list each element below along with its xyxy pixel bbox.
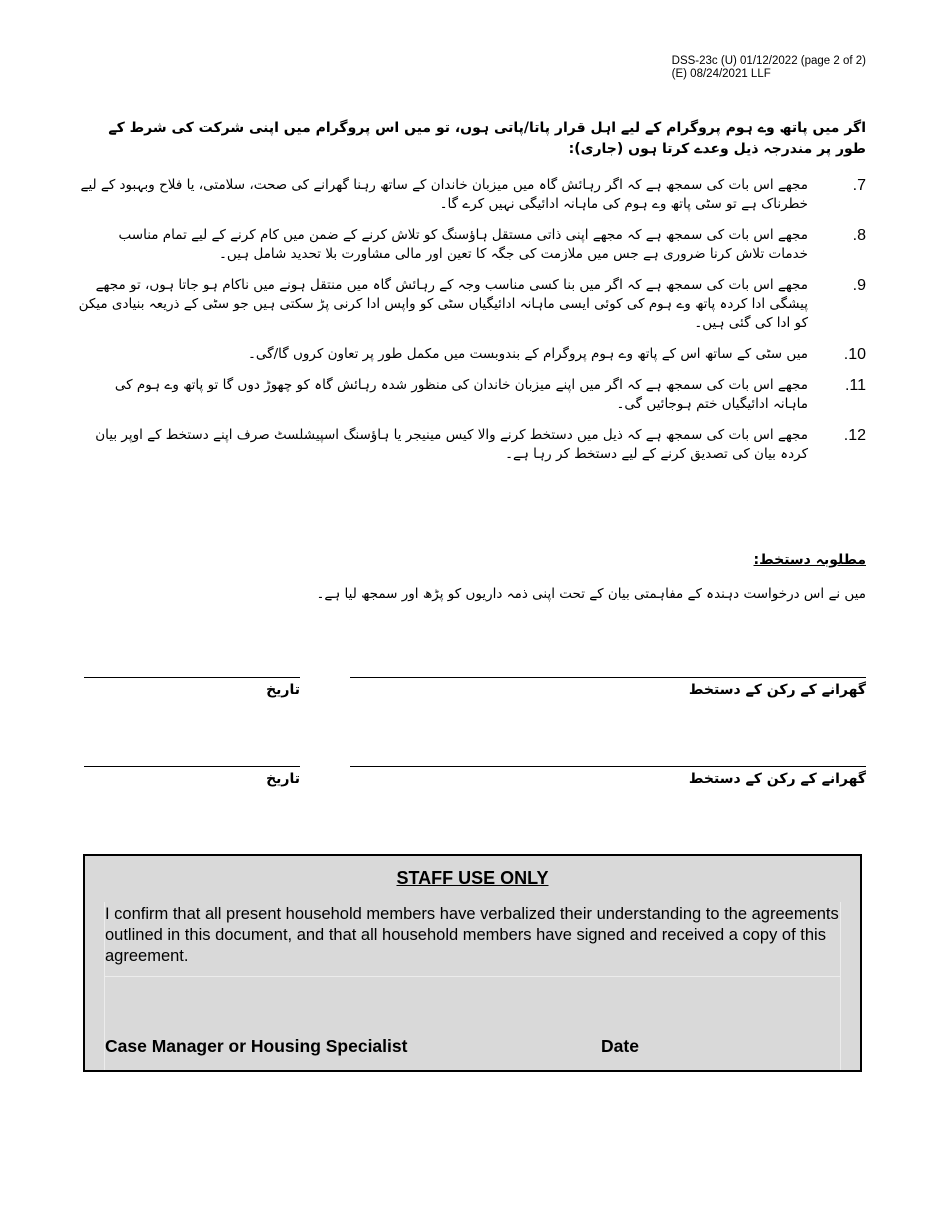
item-number: .7 xyxy=(852,177,866,194)
list-item xyxy=(76,176,866,214)
item-number: .10 xyxy=(843,346,866,363)
member-signature-line-1[interactable] xyxy=(350,677,866,678)
list-item xyxy=(76,376,866,414)
commitment-list xyxy=(76,176,866,476)
item-number: .8 xyxy=(852,227,866,244)
staff-confirmation-text: I confirm that all present household members have verbalized their understanding to the agreements outlined in this document, and that all household members have signed and received a copy of this agreement. xyxy=(105,905,839,965)
item-number: .11 xyxy=(844,377,866,394)
list-item xyxy=(76,226,866,264)
date-label-2: تاریخ xyxy=(266,771,300,787)
staff-date-label: Date xyxy=(601,1036,639,1056)
intro-paragraph: اگر میں پاتھ وے ہوم پروگرام کے لیے اہل قرار پاتا/پاتی ہوں، تو میں اس پروگرام میں اپنی شرکت کی شرط کے طور پر مندرجہ ذیل وعدے کرتا ہوں (جاری): xyxy=(108,120,866,157)
item-text: مجھے اس بات کی سمجھ ہے کہ اگر میں اپنے میزبان خاندان کی منظور شدہ رہائش گاہ کو چھوڑ دوں گا تو پاتھ وے ہوم کی ماہانہ ادائیگیاں ختم ہوجائیں گی۔ xyxy=(114,377,808,412)
list-item xyxy=(76,426,866,464)
item-number: .9 xyxy=(852,277,866,294)
date-line-1[interactable] xyxy=(84,677,300,678)
case-manager-label: Case Manager or Housing Specialist xyxy=(105,1036,408,1056)
item-text: مجھے اس بات کی سمجھ ہے کہ اگر میں بنا کسی مناسب وجہ کے رہائش گاہ میں منتقل ہونے میں ناکام ہو جاتا ہوں، تو مجھے پیشگی ادا کردہ پاتھ وے ہوم کی کوئی ایسی ماہانہ ادائیگیاں سٹی کو واپس ادا کرنی پڑ سکتی ہیں جو سٹی کے ذریعہ بنیادی میکن کو ادا کی گئی ہیں۔ xyxy=(78,277,808,331)
staff-use-box xyxy=(83,854,862,1072)
item-number: .12 xyxy=(843,427,866,444)
form-code xyxy=(672,55,866,81)
list-item xyxy=(76,276,866,333)
member-signature-label-1: گھرانے کے رکن کے دستخط xyxy=(688,682,866,698)
list-item xyxy=(76,345,866,364)
form-code-line-1: DSS-23c (U) 01/12/2022 (page 2 of 2) xyxy=(671,55,866,67)
item-text: میں سٹی کے ساتھ اس کے پاتھ وے ہوم پروگرام کے بندوبست میں مکمل طور پر تعاون کروں گا/گی۔ xyxy=(248,346,808,362)
date-label-1: تاریخ xyxy=(266,682,300,698)
signatures-statement: میں نے اس درخواست دہندہ کے مفاہمتی بیان کے تحت اپنی ذمہ داریوں کو پڑھ اور سمجھ لیا ہے۔ xyxy=(316,586,866,602)
date-line-2[interactable] xyxy=(84,766,300,767)
item-text: مجھے اس بات کی سمجھ ہے کہ ذیل میں دستخط کرنے والا کیس مینیجر یا ہاؤسنگ اسپیشلسٹ صرف اپنے دستخط کے اوپر بیان کردہ بیان کی تصدیق کرنے کے لیے دستخط کر رہا ہے۔ xyxy=(95,427,808,462)
item-text: مجھے اس بات کی سمجھ ہے کہ مجھے اپنی ذاتی مستقل ہاؤسنگ کو تلاش کرنے کے ضمن میں کام کرنے کے لیے تمام مناسب خدمات تلاش کرنا ضروری ہے جس میں ملازمت کی جگہ کا تعین اور مالی مشاورت بلا تحدید شامل ہیں۔ xyxy=(118,227,808,262)
signatures-title: مطلوبہ دستخط: xyxy=(753,552,866,568)
member-signature-label-2: گھرانے کے رکن کے دستخط xyxy=(688,771,866,787)
staff-divider xyxy=(104,976,841,977)
staff-title: STAFF USE ONLY xyxy=(396,868,549,888)
member-signature-line-2[interactable] xyxy=(350,766,866,767)
item-text: مجھے اس بات کی سمجھ ہے کہ اگر رہائش گاہ میں میزبان خاندان کے ساتھ رہنا گھرانے کی صحت، سلامتی، یا فلاح وبہبود کے لیے خطرناک ہے تو سٹی پاتھ وے ہوم کی ماہانہ ادائیگی نہیں کرے گا۔ xyxy=(80,177,808,212)
form-code-line-2: (E) 08/24/2021 LLF xyxy=(671,68,771,80)
